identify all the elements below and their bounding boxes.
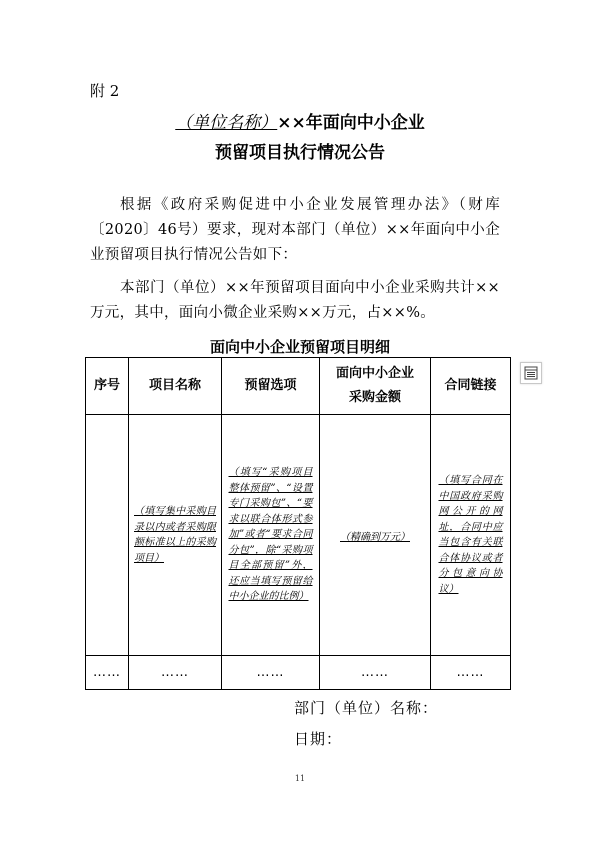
table-title: 面向中小企业预留项目明细: [209, 338, 390, 356]
cell-project-name: [129, 415, 222, 656]
title-year-text: ××年面向中小企业: [277, 113, 425, 133]
note-project-name: （填写集中采购目录以内或者采购限额标准以上的采购项目）: [134, 506, 216, 564]
table-row: [86, 415, 511, 656]
header-reserve-option: 预留选项: [222, 358, 320, 415]
cell-index: [86, 415, 129, 656]
header-amount-text: 面向中小企业采购金额: [335, 366, 414, 405]
cell-contract-link: [431, 415, 511, 656]
paragraph-basis: 根据《政府采购促进中小企业发展管理办法》（财库〔2020〕46号）要求，现对本部门（单位）××年面向中小企业预留项目执行情况公告如下：: [90, 197, 500, 263]
note-reserve-option: （填写“采购项目整体预留”、“设置专门采购包”、“要求以联合体形式参加”或者“要求合同分包”，除“采购项目全部预留”外，还应当填写预留给中小企业的比例）: [228, 467, 313, 603]
paragraph-summary: 本部门（单位）××年预留项目面向中小企业采购共计××万元，其中，面向小微企业采购××万元，占××%。: [90, 280, 500, 321]
ellipsis-project-name: ……: [129, 656, 222, 690]
header-amount: [320, 358, 431, 415]
reserved-projects-table: [85, 357, 511, 690]
signature-date: 日期：: [294, 730, 343, 748]
document-title-line2: 预留项目执行情况公告: [215, 143, 385, 163]
table-row-ellipsis: [86, 656, 511, 690]
ellipsis-reserve-option: ……: [222, 656, 320, 690]
signature-department: 部门（单位）名称：: [294, 699, 439, 717]
document-title-line1: [0, 108, 600, 133]
cell-reserve-option: [222, 415, 320, 656]
header-contract-link: 合同链接: [431, 358, 511, 415]
ellipsis-amount: ……: [320, 656, 431, 690]
table-header-row: [86, 358, 511, 415]
header-project-name: 项目名称: [129, 358, 222, 415]
table-export-icon[interactable]: [520, 362, 542, 384]
title-unit-placeholder: （单位名称）: [175, 113, 278, 133]
ellipsis-index: ……: [86, 656, 129, 690]
note-amount: （精确到万元）: [340, 531, 410, 543]
header-index: 序号: [86, 358, 129, 415]
table-export-icon-glyph: [524, 366, 538, 380]
note-contract-link: （填写合同在中国政府采购网公开的网址，合同中应当包含有关联合体协议或者分包意向协议）: [438, 475, 503, 595]
page-number: 11: [294, 774, 306, 783]
ellipsis-contract-link: ……: [431, 656, 511, 690]
cell-amount: [320, 415, 431, 656]
attachment-label: 附 2: [90, 82, 120, 100]
